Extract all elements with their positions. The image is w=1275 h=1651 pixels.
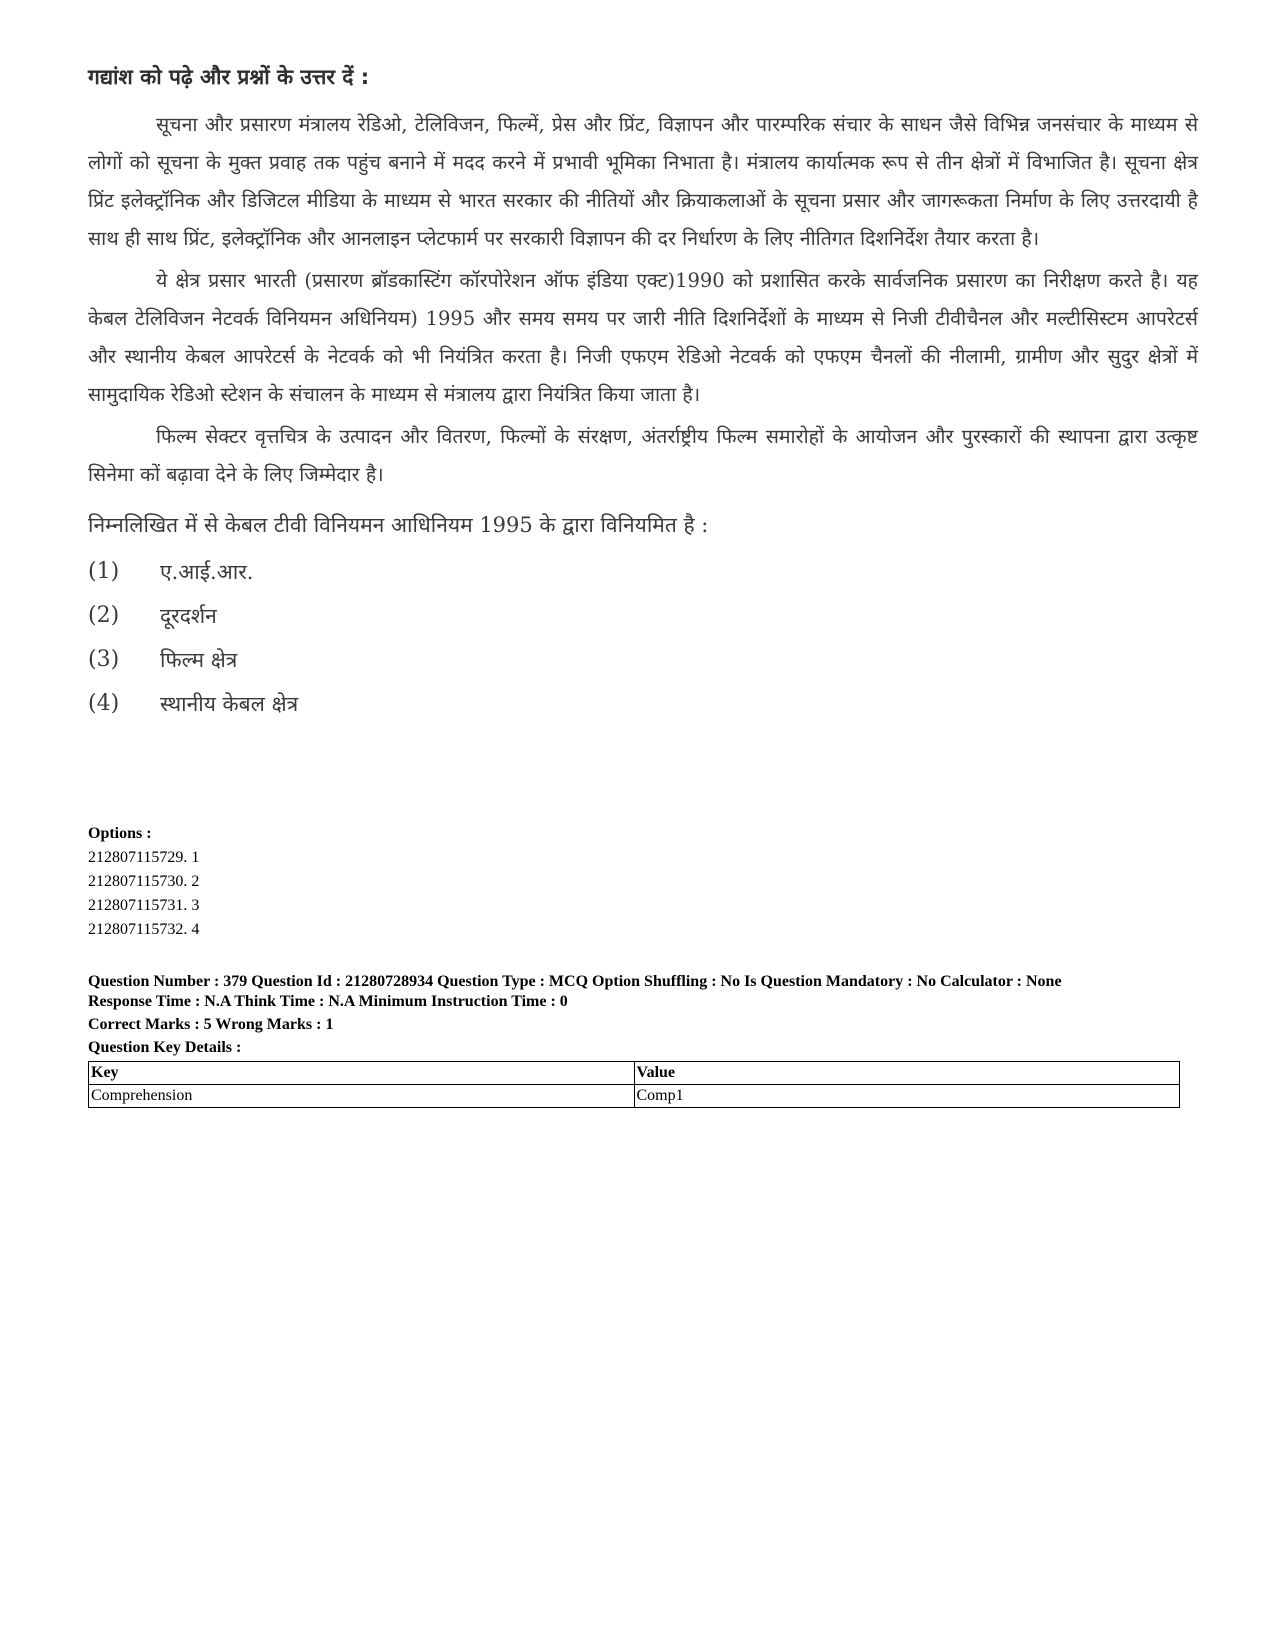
option-line: 212807115731. 3 xyxy=(88,897,200,914)
choice-item xyxy=(88,594,1198,638)
question-info-line: Question Number : 379 Question Id : 21280728934 Question Type : MCQ Option Shuffling : No Is Question Mandatory : No Calculator : None xyxy=(88,973,1062,990)
choice-text: ए.आई.आर. xyxy=(160,560,254,584)
choice-number: (1) xyxy=(88,559,120,584)
timing-info-line: Response Time : N.A Think Time : N.A Minimum Instruction Time : 0 xyxy=(88,993,568,1010)
table-cell-value: Comp1 xyxy=(634,1085,1180,1108)
choice-number: (4) xyxy=(88,691,120,716)
option-line: 212807115730. 2 xyxy=(88,873,200,890)
table-header-key: Key xyxy=(89,1062,635,1085)
choice-number: (3) xyxy=(88,647,120,672)
passage-paragraph-1: सूचना और प्रसारण मंत्रालय रेडिओ, टेलिविजन, फिल्में, प्रेस और प्रिंट, विज्ञापन और पारम्परिक संचार के साधन जैसे विभिन्न जनसंचार के माध्यम से लोगों को सूचना के मुक्त प्रवाह तक पहुंच बनाने में मदद करने में प्रभावी भूमिका निभाता है। मंत्रालय कार्यात्मक रूप से तीन क्षेत्रों में विभाजित है। सूचना क्षेत्र प्रिंट इलेक्ट्रॉनिक और डिजिटल मीडिया के माध्यम से भारत सरकार की नीतियों और क्रियाकलाओं के सूचना प्रसार और जागरूकता निर्माण के लिए उत्तरदायी है साथ ही साथ प्रिंट, इलेक्ट्रॉनिक और आनलाइन प्लेटफार्म पर सरकारी विज्ञापन की दर निर्धारण के लिए नीतिगत दिशनिर्देश तैयार करता है। xyxy=(88,113,1198,250)
passage-paragraph-2: ये क्षेत्र प्रसार भारती (प्रसारण ब्रॉडकास्टिंग कॉरपोरेशन ऑफ इंडिया एक्ट)1990 को प्रशासित करके सार्वजनिक प्रसारण का निरीक्षण करते है। यह केबल टेलिविजन नेटवर्क विनियमन अधिनियम) 1995 और समय समय पर जारी नीति दिशनिर्देशों के माध्यम से निजी टीवीचैनल और मल्टीसिस्टम आपरेटर्स और स्थानीय केबल आपरेटर्स के नेटवर्क को भी नियंत्रित करता है। निजी एफएम रेडिओ नेटवर्क को एफएम चैनलों की नीलामी, ग्रामीण और सुदुर क्षेत्रों में सामुदायिक रेडिओ स्टेशन के संचालन के माध्यम से मंत्रालय द्वारा नियंत्रित किया जाता है। xyxy=(88,269,1198,406)
choice-text: स्थानीय केबल क्षेत्र xyxy=(160,692,299,716)
key-details-label: Question Key Details : xyxy=(88,1039,242,1056)
choice-item xyxy=(88,638,1198,682)
marks-line: Correct Marks : 5 Wrong Marks : 1 xyxy=(88,1016,334,1033)
passage-heading: गद्यांश को पढ़े और प्रश्नों के उत्तर दें : xyxy=(88,65,370,89)
choice-number: (2) xyxy=(88,603,120,628)
table-header-row xyxy=(89,1062,1180,1085)
option-line: 212807115732. 4 xyxy=(88,921,200,938)
options-label: Options : xyxy=(88,825,152,842)
choice-text: दूरदर्शन xyxy=(160,604,217,628)
table-row xyxy=(89,1085,1180,1108)
key-details-table xyxy=(88,1061,1180,1108)
passage-paragraph-3: फिल्म सेक्टर वृत्तचित्र के उत्पादन और वितरण, फिल्मों के संरक्षण, अंतर्राष्ट्रीय फिल्म समारोहों के आयोजन और पुरस्कारों की स्थापना द्वारा उत्कृष्ट सिनेमा कों बढ़ावा देने के लिए जिम्मेदार है। xyxy=(88,425,1198,486)
table-header-value: Value xyxy=(634,1062,1180,1085)
question-text: निम्नलिखित में से केबल टीवी विनियमन आधिनियम 1995 के द्वारा विनियमित है : xyxy=(88,513,709,537)
choice-list xyxy=(88,550,1198,726)
scanned-passage xyxy=(88,62,1198,726)
choice-item xyxy=(88,550,1198,594)
table-cell-key: Comprehension xyxy=(89,1085,635,1108)
option-line: 212807115729. 1 xyxy=(88,849,200,866)
choice-item xyxy=(88,682,1198,726)
question-meta xyxy=(88,972,1238,1058)
options-section xyxy=(88,822,1198,942)
choice-text: फिल्म क्षेत्र xyxy=(160,648,238,672)
